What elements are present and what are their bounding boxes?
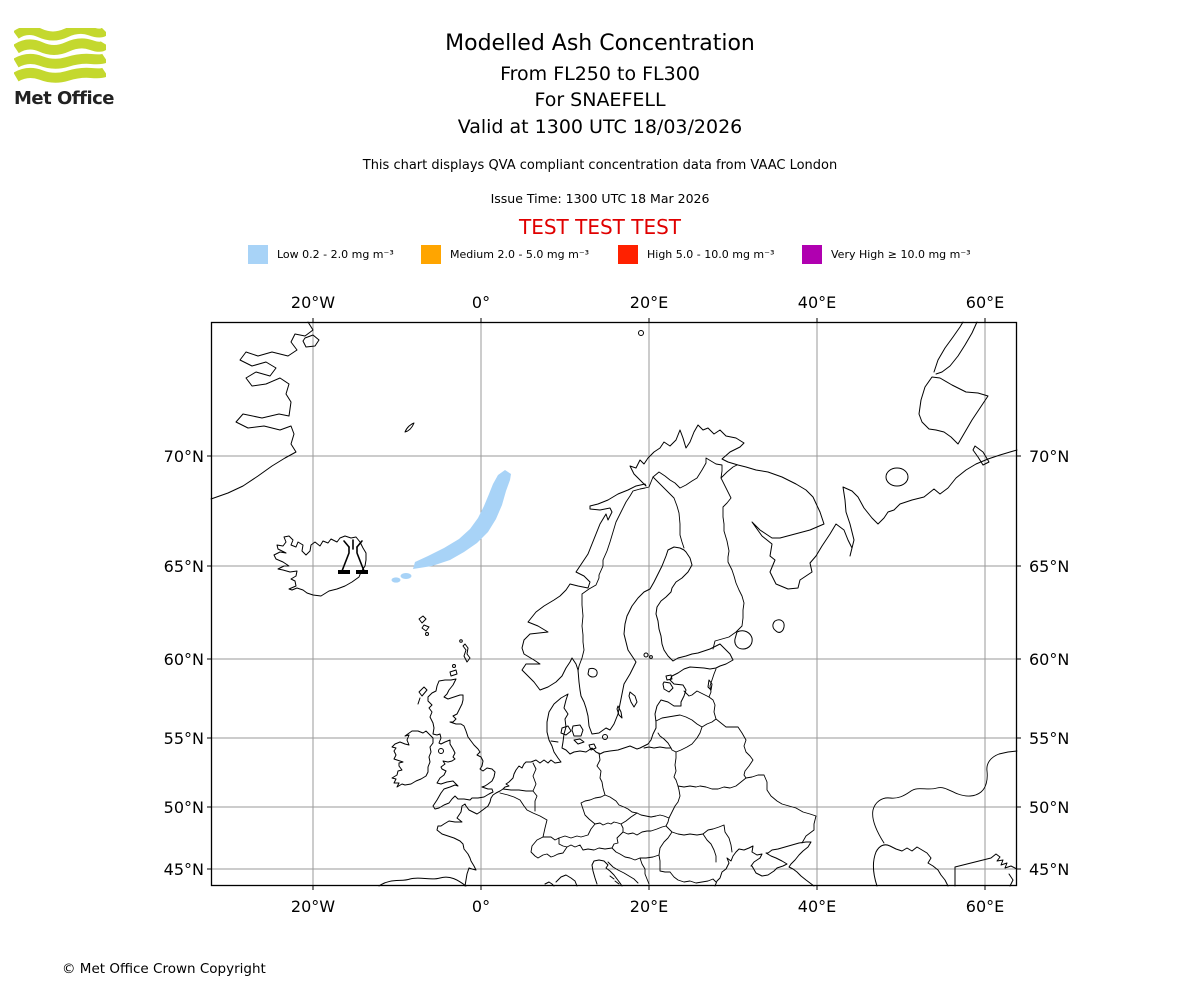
legend-label-high: High 5.0 - 10.0 mg m⁻³	[647, 247, 775, 261]
border-moldova	[703, 825, 732, 862]
border-cz-at-sk	[595, 813, 637, 832]
subtitle-valid-time: Valid at 1300 UTC 18/03/2026	[457, 116, 743, 138]
coast-faroes	[419, 616, 429, 631]
coast-novaya-zemlya-north	[934, 322, 977, 374]
axis-label-lat-right: 70°N	[1029, 447, 1070, 466]
border-lt-by	[676, 727, 702, 752]
axis-label-lat-right: 45°N	[1029, 860, 1070, 879]
border-fr-be-de	[500, 793, 547, 837]
axis-label-lon-bottom: 20°E	[629, 897, 669, 916]
map-frame	[207, 318, 1021, 890]
map	[211, 322, 1017, 886]
axis-label-lon-bottom: 40°E	[797, 897, 837, 916]
axis-label-lon-bottom: 60°E	[965, 897, 1005, 916]
axis-label-lon-bottom: 0°	[471, 897, 491, 916]
legend-label-very-high: Very High ≥ 10.0 mg m⁻³	[831, 247, 971, 261]
coast-shetland-islet	[460, 640, 463, 643]
axis-label-lat-left: 55°N	[163, 729, 204, 748]
volcano-marker	[338, 540, 368, 572]
coast-great-britain	[428, 679, 495, 809]
axis-label-lon-top: 20°E	[629, 293, 669, 312]
border-pl-ua-by	[669, 752, 680, 818]
coast-caspian-clip-lines	[955, 854, 1017, 886]
border-pl-sk	[637, 813, 669, 826]
axis-label-lat-left: 45°N	[163, 860, 204, 879]
lake-onega	[773, 620, 784, 633]
coast-aland	[644, 653, 648, 657]
border-balkans	[608, 858, 649, 884]
border-cz-pl	[605, 795, 637, 813]
legend-item-very-high	[802, 244, 971, 264]
axis-label-lon-top: 20°W	[290, 293, 336, 312]
legend-label-low: Low 0.2 - 2.0 mg m⁻³	[277, 247, 394, 261]
lake-vanern	[588, 668, 597, 677]
legend-chip-low	[248, 245, 268, 264]
border-lv-lt	[656, 715, 702, 727]
axis-label-lat-left: 60°N	[163, 650, 204, 669]
coast-eurasia-mainland	[437, 425, 1017, 886]
ash-cloud-patch	[401, 573, 412, 579]
coast-novaya-zemlya-south	[919, 377, 988, 444]
subtitle-flight-levels: From FL250 to FL300	[500, 63, 700, 85]
axis-label-lat-left: 50°N	[163, 798, 204, 817]
coast-orkney	[450, 670, 457, 676]
coast-greenland	[211, 322, 313, 499]
axis-label-lat-right: 55°N	[1029, 729, 1070, 748]
axis-label-lat-left: 70°N	[163, 447, 204, 466]
axis-label-lon-bottom: 20°W	[290, 897, 336, 916]
volcano-flanks	[342, 547, 364, 571]
coast-saaremaa	[663, 682, 673, 692]
qva-note: This chart displays QVA compliant concentration data from VAAC London	[362, 158, 838, 173]
country-borders	[500, 458, 1017, 884]
border-no-se	[578, 477, 653, 671]
axis-label-lon-top: 60°E	[965, 293, 1005, 312]
border-lv-ru-by	[702, 697, 716, 727]
border-sk-hu	[623, 826, 666, 835]
legend-chip-medium	[421, 245, 441, 264]
border-at-hu	[612, 832, 623, 848]
border-no-fi-ru	[653, 458, 737, 488]
coast-kolguyev	[886, 468, 908, 486]
copyright-note: © Met Office Crown Copyright	[62, 961, 266, 977]
coast-bear-island	[639, 331, 644, 336]
coast-greenland-island	[303, 335, 319, 347]
border-benelux	[503, 763, 537, 811]
coast-black-sea	[715, 842, 814, 886]
legend-item-high	[618, 244, 774, 264]
coastlines	[211, 322, 1017, 886]
legend-label-medium: Medium 2.0 - 5.0 mg m⁻³	[450, 247, 590, 261]
border-fi-ru	[713, 478, 744, 649]
coast-gotland	[629, 692, 637, 707]
border-by-ru	[716, 719, 753, 778]
axis-label-lon-top: 40°E	[797, 293, 837, 312]
map-graticule	[211, 322, 1017, 886]
ash-cloud-polygon	[413, 470, 511, 569]
coast-zealand	[572, 725, 583, 736]
border-hu-south	[612, 848, 659, 860]
coast-orkney-islet	[453, 665, 456, 668]
coast-spain-fragment	[379, 877, 466, 886]
subtitle-volcano: For SNAEFELL	[534, 89, 666, 111]
border-switzerland	[531, 837, 567, 858]
legend-chip-very-high	[802, 245, 822, 264]
coast-ireland	[392, 731, 433, 787]
axis-label-lat-right: 50°N	[1029, 798, 1070, 817]
legend-item-low	[248, 244, 394, 264]
coast-lolland	[574, 739, 584, 744]
coast-jan-mayen	[405, 423, 414, 432]
border-by-ua	[678, 778, 746, 789]
axis-label-lat-right: 60°N	[1029, 650, 1070, 669]
ash-cloud-patch	[392, 577, 401, 582]
lake-ladoga	[735, 631, 752, 649]
border-de-dk	[551, 741, 558, 742]
coast-bornholm	[603, 735, 608, 740]
issue-time: Issue Time: 1300 UTC 18 Mar 2026	[490, 191, 710, 206]
legend-item-medium	[421, 244, 589, 264]
border-de-pl	[597, 753, 605, 795]
border-hu-ua-ro	[659, 826, 703, 855]
axis-label-lat-right: 65°N	[1029, 557, 1070, 576]
coast-aland-islet	[650, 656, 653, 659]
coast-isle-of-man	[439, 749, 444, 754]
coast-caspian	[873, 845, 948, 886]
legend-chip-high	[618, 245, 638, 264]
test-banner: TEST TEST TEST	[518, 215, 681, 239]
border-ee	[684, 669, 716, 697]
coast-faroes-islet	[426, 633, 429, 636]
page-title: Modelled Ash Concentration	[445, 31, 755, 56]
coast-hebrides	[418, 687, 427, 704]
border-de-at	[559, 824, 595, 838]
axis-label-lat-left: 65°N	[163, 557, 204, 576]
border-ua-ru	[746, 775, 816, 843]
met-office-logo-text: Met Office	[14, 88, 115, 109]
coast-adriatic	[592, 860, 622, 886]
axis-label-lon-top: 0°	[471, 293, 491, 312]
axis-ticks	[207, 318, 1021, 890]
border-ru-kz	[873, 751, 1017, 843]
border-alps-se	[567, 845, 612, 850]
coast-liguria-fragment	[556, 875, 577, 886]
border-de-cz	[581, 795, 605, 824]
